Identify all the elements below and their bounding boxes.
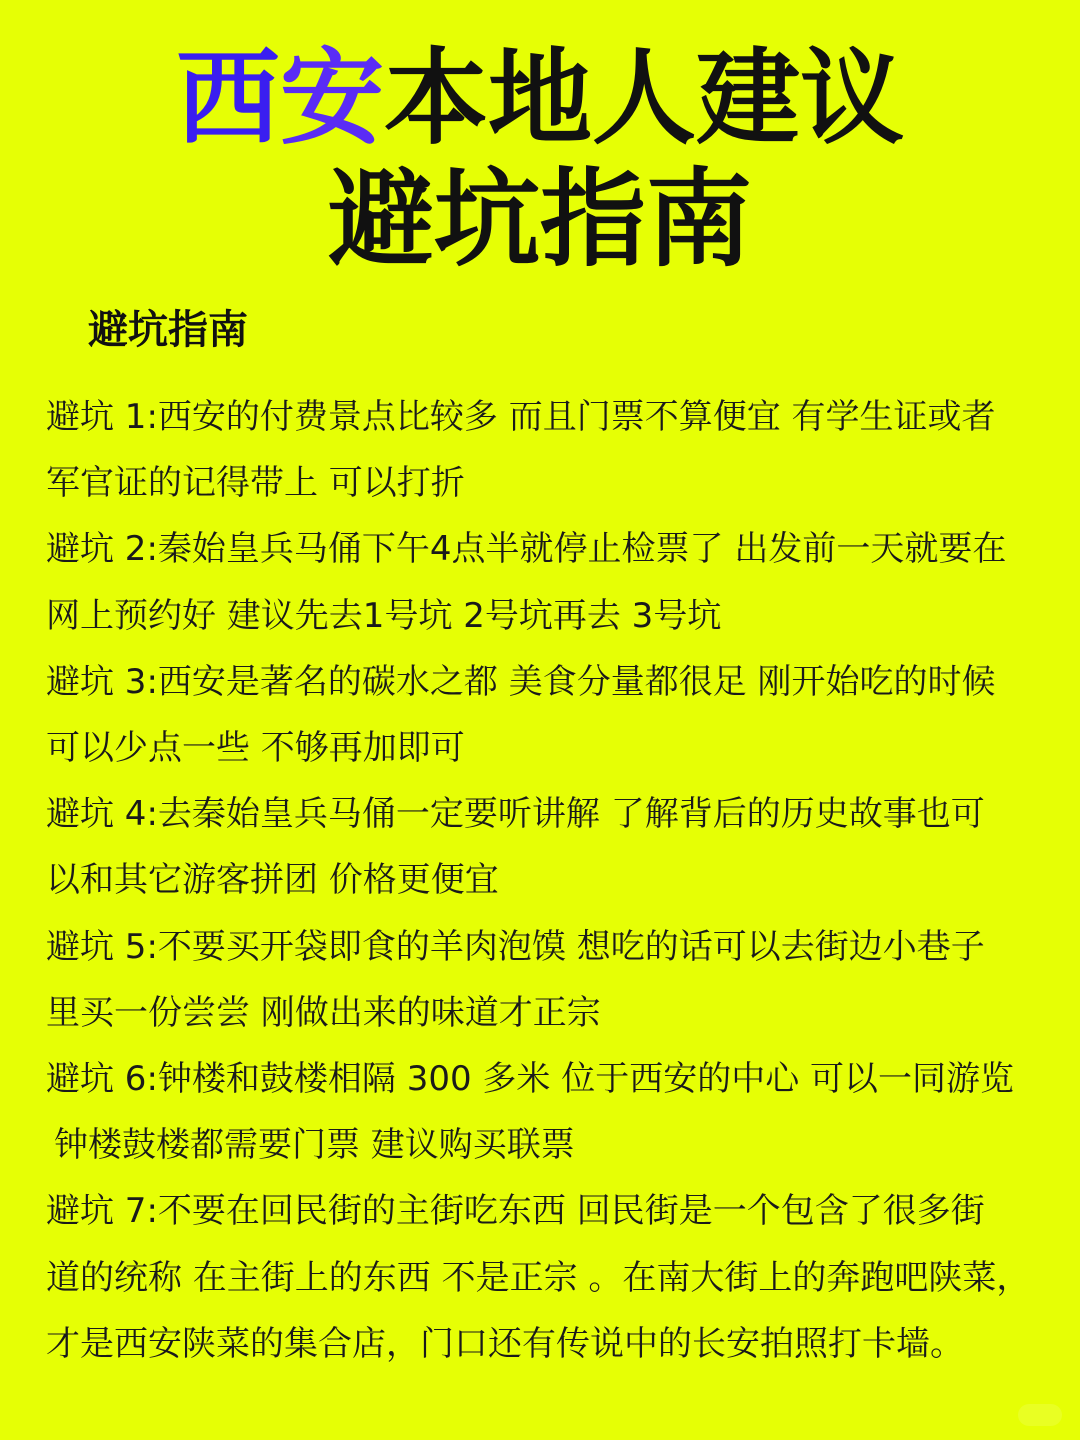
tip-item-2 (46, 516, 1056, 648)
tip-line: 网上预约好 建议先去1号坑 2号坑再去 3号坑 (46, 595, 722, 636)
tip-line: 避坑 5:不要买开袋即食的羊肉泡馍 想吃的话可以去街边小巷子 (46, 926, 985, 967)
tip-line: 避坑 7:不要在回民街的主街吃东西 回民街是一个包含了很多街 (46, 1191, 985, 1232)
section-heading: 避坑指南 (88, 307, 248, 353)
tip-line: 里买一份尝尝 刚做出来的味道才正宗 (46, 992, 601, 1033)
tip-item-1 (46, 384, 1056, 516)
tip-item-6 (46, 1046, 1056, 1178)
tip-line: 才是西安陕菜的集合店，门口还有传说中的长安拍照打卡墙。 (46, 1323, 964, 1364)
title-accent-an: 安 (279, 37, 384, 159)
tip-line: 避坑 2:秦始皇兵马俑下午4点半就停止检票了 出发前一天就要在 (46, 529, 1007, 570)
tip-line: 以和其它游客拼团 价格更便宜 (46, 860, 499, 901)
main-title-line-1 (0, 38, 1080, 158)
tip-line: 军官证的记得带上 可以打折 (46, 463, 465, 504)
tip-line: 避坑 1:西安的付费景点比较多 而且门票不算便宜 有学生证或者 (46, 397, 996, 437)
tip-line: 避坑 6:钟楼和鼓楼相隔 300 多米 位于西安的中心 可以一同游览 (46, 1059, 1015, 1100)
tip-line: 可以少点一些 不够再加即可 (46, 728, 465, 769)
title-accent-xi: 西 (175, 37, 280, 159)
tip-line: 避坑 3:西安是著名的碳水之都 美食分量都很足 刚开始吃的时候 (46, 661, 996, 702)
tip-item-3 (46, 649, 1056, 781)
title-rest: 本地人建议 (384, 37, 905, 159)
tip-item-5 (46, 914, 1056, 1046)
tip-line: 钟楼鼓楼都需要门票 建议购买联票 (54, 1125, 575, 1166)
main-title-line-2: 避坑指南 (328, 158, 752, 281)
watermark-mark (1018, 1404, 1062, 1426)
tip-line: 避坑 4:去秦始皇兵马俑一定要听讲解 了解背后的历史故事也可 (46, 794, 985, 835)
tip-line: 道的统称 在主街上的东西 不是正宗 。在南大街上的奔跑吧陕菜， (46, 1257, 1031, 1298)
tip-item-4 (46, 781, 1056, 913)
tips-list (46, 384, 1056, 1377)
tip-item-7 (46, 1178, 1056, 1377)
